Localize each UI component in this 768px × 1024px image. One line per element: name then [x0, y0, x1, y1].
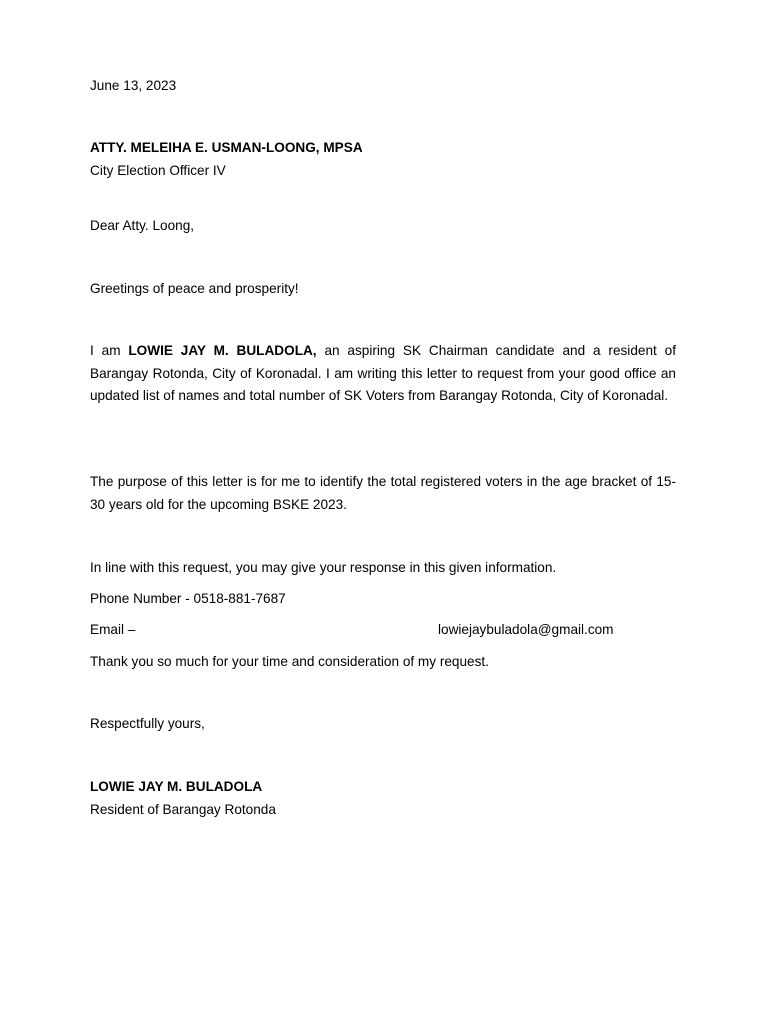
phone-number-line: Phone Number - 0518-881-7687 — [90, 591, 286, 606]
body-paragraph-prefix: I am — [90, 343, 129, 358]
thanks-line: Thank you so much for your time and consideration of my request. — [90, 654, 489, 669]
letter-date: June 13, 2023 — [90, 78, 177, 93]
body-paragraph-response: In line with this request, you may give your response in this given information. — [90, 560, 557, 575]
body-paragraph-purpose: The purpose of this letter is for me to identify the total registered voters in the age bracket of 15-30 years old for the upcoming BSKE 2023. — [90, 474, 676, 512]
recipient-title: City Election Officer IV — [90, 163, 226, 178]
sender-name-inline: LOWIE JAY M. BULADOLA, — [128, 343, 317, 358]
body-paragraph-request — [90, 340, 676, 408]
salutation: Dear Atty. Loong, — [90, 218, 195, 233]
signatory-name: LOWIE JAY M. BULADOLA — [90, 779, 263, 794]
greeting: Greetings of peace and prosperity! — [90, 281, 299, 296]
email-address: lowiejaybuladola@gmail.com — [438, 622, 614, 637]
email-label: Email – — [90, 622, 136, 637]
recipient-name: ATTY. MELEIHA E. USMAN-LOONG, MPSA — [90, 140, 363, 155]
body-paragraph-rest: an aspiring SK Chairman candidate and a resident of Barangay Rotonda, City of Koronadal. I am writing this letter to request from your good office an updated list of names and total number of SK Voters from Barangay Rotonda, City of Koronadal. — [90, 343, 676, 403]
signatory-title: Resident of Barangay Rotonda — [90, 802, 276, 817]
closing: Respectfully yours, — [90, 716, 205, 731]
